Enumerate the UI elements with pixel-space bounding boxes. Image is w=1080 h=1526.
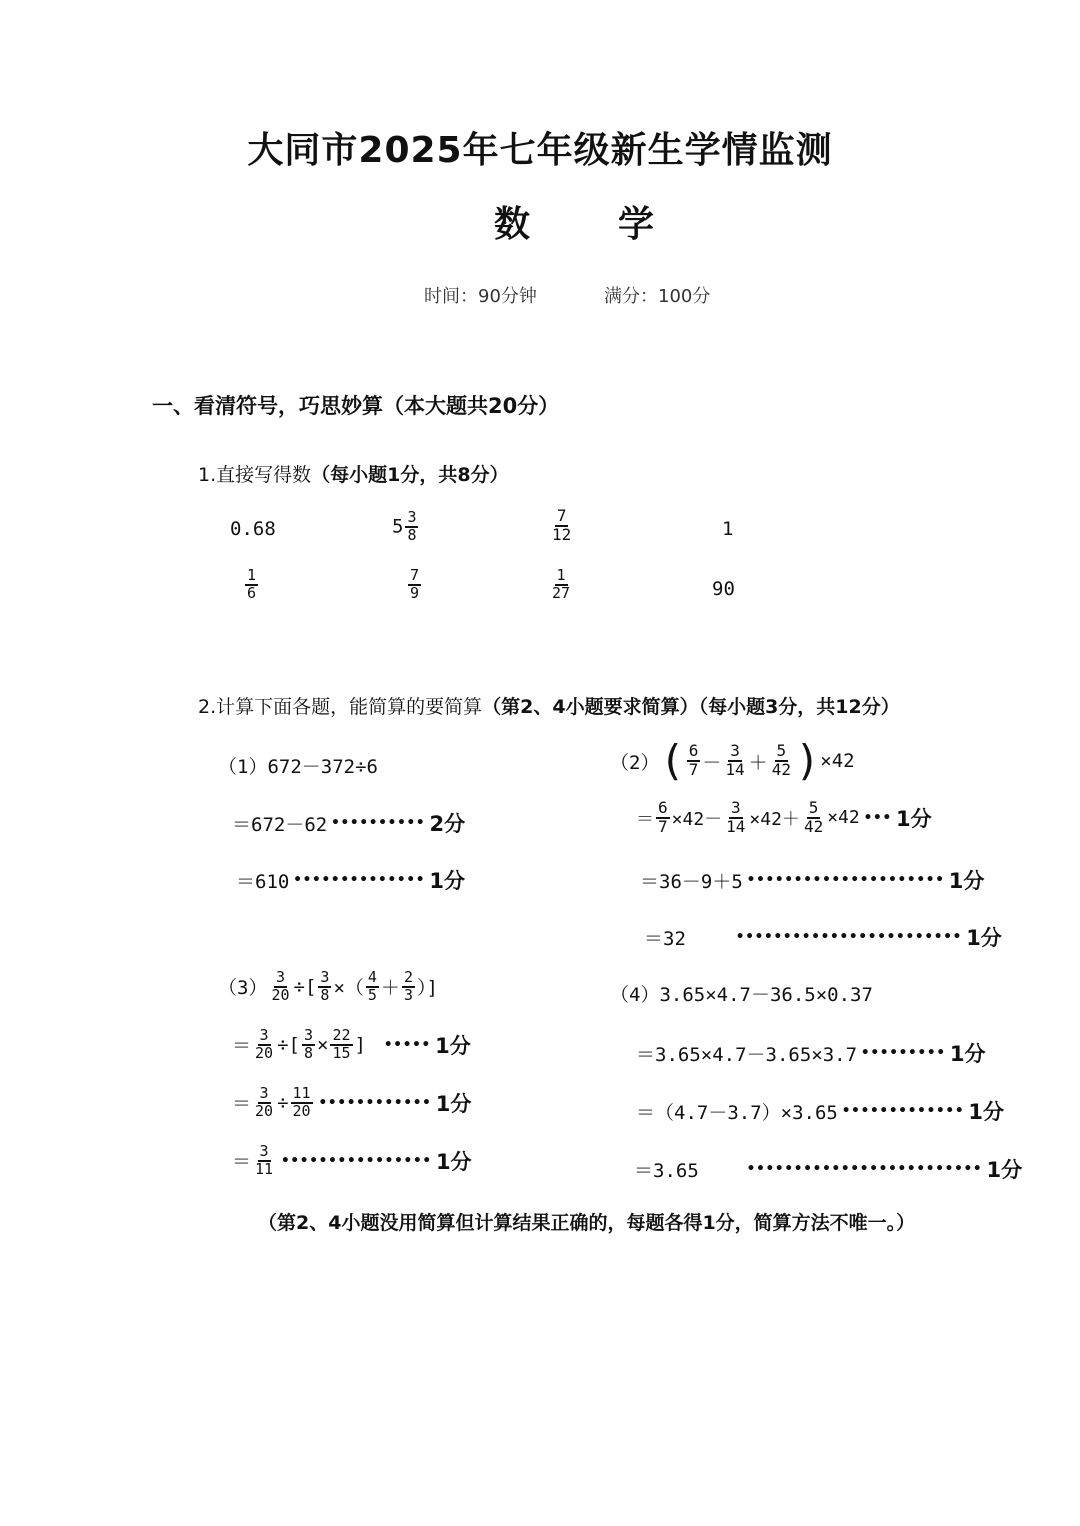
p1-problem: （1）672－372÷6 <box>218 756 378 778</box>
p2-step-2 <box>640 865 984 895</box>
p1-step-2-points: 1分 <box>429 869 465 893</box>
p3-c-num: 4 <box>367 968 377 986</box>
p3-times: ×（ <box>333 977 364 1000</box>
p2-step-3 <box>644 922 1002 952</box>
p2-s1-f1-den: 7 <box>658 816 668 836</box>
p3-step-2-points: 1分 <box>435 1091 472 1116</box>
leader-dots: •••••••••••••••• <box>281 1152 432 1169</box>
answer-7 <box>548 568 574 602</box>
answer-7-num: 1 <box>556 566 566 584</box>
p3-c-den: 5 <box>367 985 377 1004</box>
p3-step-3-points: 1分 <box>435 1149 472 1174</box>
p3-problem <box>218 970 438 1004</box>
leader-dots: ••• <box>863 809 893 826</box>
p3-close: ）] <box>416 977 438 1000</box>
q1-score: （每小题1分，共8分） <box>311 464 509 486</box>
p2-f1-num: 6 <box>688 741 699 761</box>
p2-step-1-points: 1分 <box>896 806 932 831</box>
p2-s1-f2-den: 14 <box>726 816 746 836</box>
p2-problem <box>610 736 855 785</box>
p3-s2-c-num: 11 <box>292 1084 311 1102</box>
p2-f2-num: 3 <box>730 741 740 761</box>
q2-label: 2.计算下面各题，能简算的要简算 <box>198 696 483 718</box>
p2-tail: ×42 <box>820 750 855 772</box>
open-paren: ( <box>659 736 685 785</box>
p4-step-2 <box>636 1096 1004 1126</box>
equals-sign: ＝ <box>232 1035 252 1058</box>
leader-dots: ••••••••••••• <box>841 1103 965 1119</box>
p2-s1-f3-den: 42 <box>803 816 824 836</box>
leader-dots: ••••••••••••••••••••• <box>746 872 945 888</box>
answer-5-num: 1 <box>247 566 257 584</box>
p2-s1-f2-num: 3 <box>730 798 741 817</box>
answer-5-den: 6 <box>247 583 257 602</box>
p2-step-3-points: 1分 <box>966 926 1002 950</box>
answer-2-num: 3 <box>407 508 417 526</box>
answer-6 <box>406 568 423 602</box>
p4-problem: （4）3.65×4.7－36.5×0.37 <box>610 984 873 1006</box>
p4-step-2-expr: ＝（4.7－3.7）×3.65 <box>636 1101 838 1124</box>
p4-step-2-points: 1分 <box>968 1100 1005 1124</box>
p3-s1-a-den: 20 <box>255 1043 274 1062</box>
p2-step-3-expr: ＝32 <box>644 927 686 950</box>
p2-s1-f3-num: 5 <box>808 798 819 817</box>
p3-div: ÷[ <box>293 975 317 998</box>
answer-1: 0.68 <box>230 518 276 540</box>
p3-d-den: 3 <box>403 985 413 1004</box>
answer-2 <box>392 510 420 544</box>
answer-2-den: 8 <box>407 525 417 544</box>
p3-b-den: 8 <box>320 985 330 1004</box>
p2-s1-f1-num: 6 <box>658 798 668 817</box>
q1-heading <box>198 460 509 487</box>
p2-f1-den: 7 <box>688 760 699 779</box>
p2-step-2-expr: ＝36－9＋5 <box>640 870 743 893</box>
q2-requirement: （第2、4小题要求简算）（每小题3分，共12分） <box>482 696 900 718</box>
p2-label: （2） <box>610 751 660 774</box>
equals-sign: ＝ <box>232 1093 252 1116</box>
p3-s2-a-den: 20 <box>255 1101 274 1120</box>
p2-step-1 <box>636 800 932 836</box>
answer-3-num: 7 <box>556 506 567 525</box>
p3-label: （3） <box>218 977 268 1000</box>
answer-4: 1 <box>722 518 734 540</box>
answer-3-den: 12 <box>552 524 572 544</box>
p1-step-1-expr: ＝672－62 <box>232 813 328 836</box>
p3-s2-div: ÷ <box>277 1091 289 1114</box>
p3-step-1-points: 1分 <box>435 1033 471 1058</box>
p4-step-3-expr: ＝3.65 <box>634 1159 699 1182</box>
p3-s1-b-num: 3 <box>303 1026 313 1044</box>
answer-2-whole: 5 <box>392 515 404 538</box>
p1-step-2-expr: ＝610 <box>236 870 290 893</box>
p4-step-1 <box>636 1038 986 1068</box>
leader-dots: •••••••••••••• <box>293 872 426 888</box>
p3-s2-c-den: 20 <box>292 1101 311 1120</box>
p2-f3-num: 5 <box>776 741 787 761</box>
p1-step-1 <box>232 808 465 838</box>
answer-6-num: 7 <box>410 566 420 584</box>
close-paren: ) <box>794 736 821 785</box>
p3-s1-c-den: 15 <box>332 1043 351 1062</box>
p1-step-1-points: 2分 <box>429 812 466 836</box>
subject-right: 学 <box>618 204 655 245</box>
leader-dots: •••••••••••• <box>318 1094 432 1111</box>
p3-b-num: 3 <box>320 968 330 986</box>
leader-dots: ••••••••• <box>861 1045 946 1061</box>
p3-step-2 <box>232 1086 471 1120</box>
answer-8: 90 <box>712 578 735 600</box>
subject-left: 数 <box>494 204 531 245</box>
p2-f3-den: 42 <box>771 760 791 779</box>
p3-step-1 <box>232 1028 471 1062</box>
p3-d-num: 2 <box>403 968 413 986</box>
answer-3 <box>548 508 575 544</box>
p2-op1: － <box>702 751 722 774</box>
p3-s1-b-den: 8 <box>303 1043 313 1062</box>
p3-s1-div: ÷[ <box>277 1033 300 1056</box>
equals-sign: ＝ <box>636 808 654 830</box>
p2-f2-den: 14 <box>725 760 745 779</box>
equals-sign: ＝ <box>232 1151 252 1174</box>
leader-dots: ••••••••••••••••••••••••• <box>746 1161 983 1177</box>
p2-s1-term-1: ×42－ <box>671 808 723 830</box>
p3-s1-a-num: 3 <box>259 1026 269 1044</box>
q1-label: 1.直接写得数 <box>198 464 312 486</box>
leader-dots: ••••• <box>383 1036 432 1053</box>
p4-step-3 <box>634 1154 1022 1184</box>
p4-step-3-points: 1分 <box>986 1158 1023 1182</box>
answer-6-den: 9 <box>410 583 420 602</box>
section-heading: 一、看清符号，巧思妙算（本大题共20分） <box>152 394 560 418</box>
p2-s1-term-3: ×42 <box>827 807 860 829</box>
p3-s1-c-num: 22 <box>332 1026 351 1044</box>
full-score: 满分：100分 <box>604 286 711 307</box>
grading-note: （第2、4小题没用简算但计算结果正确的，每题各得1分，简算方法不唯一。） <box>258 1212 916 1234</box>
p3-s1-times: × <box>317 1033 329 1056</box>
p3-a-den: 20 <box>271 985 290 1004</box>
p2-op2: ＋ <box>748 751 768 774</box>
p4-step-1-points: 1分 <box>949 1042 986 1066</box>
p2-s1-term-2: ×42＋ <box>749 808 800 830</box>
exam-time: 时间：90分钟 <box>424 286 537 307</box>
p3-s3-num: 3 <box>259 1142 269 1160</box>
p3-step-3 <box>232 1144 472 1178</box>
page-title: 大同市2025年七年级新生学情监测 <box>247 130 833 171</box>
answer-7-den: 27 <box>552 583 571 602</box>
leader-dots: •••••••••••••••••••••••• <box>735 929 963 945</box>
p1-step-2 <box>236 865 465 895</box>
leader-dots: •••••••••• <box>331 815 426 831</box>
p3-a-num: 3 <box>275 968 285 986</box>
p3-s2-a-num: 3 <box>259 1084 269 1102</box>
p3-plus: ＋ <box>380 977 400 1000</box>
answer-5 <box>243 568 260 602</box>
p2-step-2-points: 1分 <box>948 869 985 893</box>
q2-heading <box>198 692 900 719</box>
p3-s1-close: ] <box>354 1033 366 1056</box>
p3-s3-den: 11 <box>255 1159 274 1178</box>
p4-step-1-expr: ＝3.65×4.7－3.65×3.7 <box>636 1043 858 1066</box>
